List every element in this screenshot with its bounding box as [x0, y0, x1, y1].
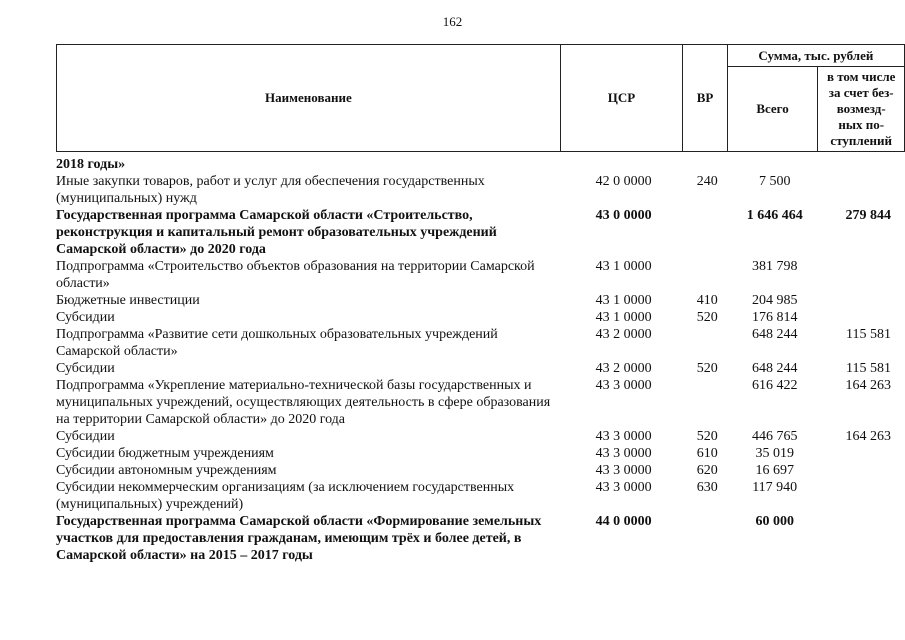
- row-csr: 44 0 0000: [595, 514, 652, 529]
- row-csr: 42 0 0000: [595, 174, 652, 189]
- row-free-receipts: 279 844: [845, 208, 891, 223]
- row-name: Субсидии: [56, 361, 115, 376]
- row-vr: 630: [696, 480, 718, 495]
- row-total: 16 697: [755, 463, 794, 478]
- continued-text: 2018 годы»: [56, 157, 126, 172]
- table-row: [56, 513, 905, 564]
- row-total: 648 244: [751, 327, 798, 342]
- row-total: 60 000: [755, 514, 794, 529]
- header-free-receipts: в том числе за счет без- возмезд- ных по- ступлений: [818, 67, 905, 152]
- row-name: Государственная программа Самарской области «Формирование земельных участков для предоставления гражданам, имеющим трёх и более детей, в Самарской области» на 2015 – 2017 годы: [56, 514, 542, 563]
- table-header: [56, 44, 905, 152]
- table-row: [56, 377, 905, 428]
- row-free-receipts: [820, 173, 905, 207]
- row-total: 35 019: [755, 446, 794, 461]
- row-name: Субсидии бюджетным учреждениям: [56, 446, 274, 461]
- row-vr: [685, 326, 730, 360]
- row-free-receipts: [820, 513, 905, 564]
- header-csr: ЦСР: [560, 45, 683, 152]
- table-row: [56, 292, 905, 309]
- row-name: Государственная программа Самарской области «Строительство, реконструкция и капитальный ремонт образовательных учреждений Самарской области» до 2020 года: [56, 208, 497, 257]
- row-total: 204 985: [751, 293, 798, 308]
- row-free-receipts: [820, 309, 905, 326]
- row-csr: 43 2 0000: [595, 361, 652, 376]
- row-total: 446 765: [751, 429, 798, 444]
- row-name: Подпрограмма «Укрепление материально-технической базы государственных и муниципальных учреждений, осуществляющих деятельность в сфере образования на территории Самарской области» до 2020 года: [56, 378, 551, 427]
- row-free-receipts: [820, 462, 905, 479]
- row-name: Субсидии некоммерческим организациям (за исключением государственных (муниципальных) учреждений): [56, 480, 515, 512]
- row-csr: 43 2 0000: [595, 327, 652, 342]
- row-name: Субсидии: [56, 429, 115, 444]
- row-csr: 43 3 0000: [595, 463, 652, 478]
- row-csr: 43 1 0000: [595, 259, 652, 274]
- row-vr: 520: [696, 429, 718, 444]
- row-vr: 410: [696, 293, 718, 308]
- row-csr: 43 1 0000: [595, 293, 652, 308]
- header-name: Наименование: [57, 45, 561, 152]
- row-name: Подпрограмма «Развитие сети дошкольных образовательных учреждений Самарской области»: [56, 327, 498, 359]
- row-name: Бюджетные инвестиции: [56, 293, 200, 308]
- row-free-receipts: [820, 479, 905, 513]
- row-vr: 620: [696, 463, 718, 478]
- row-name: Иные закупки товаров, работ и услуг для обеспечения государственных (муниципальных) нужд: [56, 174, 485, 206]
- row-vr: [685, 377, 730, 428]
- table-row: [56, 207, 905, 258]
- row-csr: 43 3 0000: [595, 378, 652, 393]
- row-total: 1 646 464: [746, 208, 803, 223]
- row-name: Субсидии автономным учреждениям: [56, 463, 277, 478]
- table-row: [56, 462, 905, 479]
- row-total: 616 422: [751, 378, 798, 393]
- row-vr: 610: [696, 446, 718, 461]
- row-free-receipts: 115 581: [846, 327, 891, 342]
- table-row: [56, 428, 905, 445]
- row-csr: 43 3 0000: [595, 480, 652, 495]
- row-csr: 43 3 0000: [595, 446, 652, 461]
- table-row: [56, 309, 905, 326]
- row-csr: 43 3 0000: [595, 429, 652, 444]
- header-total: Всего: [727, 67, 818, 152]
- row-free-receipts: [820, 292, 905, 309]
- row-free-receipts: 164 263: [845, 378, 891, 393]
- row-free-receipts: [820, 445, 905, 462]
- row-csr: 43 0 0000: [595, 208, 652, 223]
- row-total: 648 244: [751, 361, 798, 376]
- row-vr: 520: [696, 361, 718, 376]
- row-vr: 520: [696, 310, 718, 325]
- table-row: [56, 173, 905, 207]
- row-csr: 43 1 0000: [595, 310, 652, 325]
- row-free-receipts: 164 263: [845, 429, 891, 444]
- row-vr: [685, 207, 730, 258]
- row-vr: 240: [696, 174, 718, 189]
- table-row: [56, 360, 905, 377]
- row-total: 176 814: [751, 310, 798, 325]
- row-name: Субсидии: [56, 310, 115, 325]
- header-sum-group: Сумма, тыс. рублей: [727, 45, 904, 67]
- row-vr: [685, 513, 730, 564]
- table-row: [56, 326, 905, 360]
- row-total: 381 798: [751, 259, 798, 274]
- budget-table: [56, 156, 905, 564]
- table-row: [56, 479, 905, 513]
- row-vr: [685, 258, 730, 292]
- row-free-receipts: 115 581: [846, 361, 891, 376]
- page-number: 162: [442, 14, 463, 29]
- table-row: [56, 445, 905, 462]
- table-row: [56, 258, 905, 292]
- row-total: 7 500: [758, 174, 791, 189]
- row-total: 117 940: [752, 480, 798, 495]
- header-vr: ВР: [683, 45, 727, 152]
- row-free-receipts: [820, 258, 905, 292]
- row-name: Подпрограмма «Строительство объектов образования на территории Самарской области»: [56, 259, 535, 291]
